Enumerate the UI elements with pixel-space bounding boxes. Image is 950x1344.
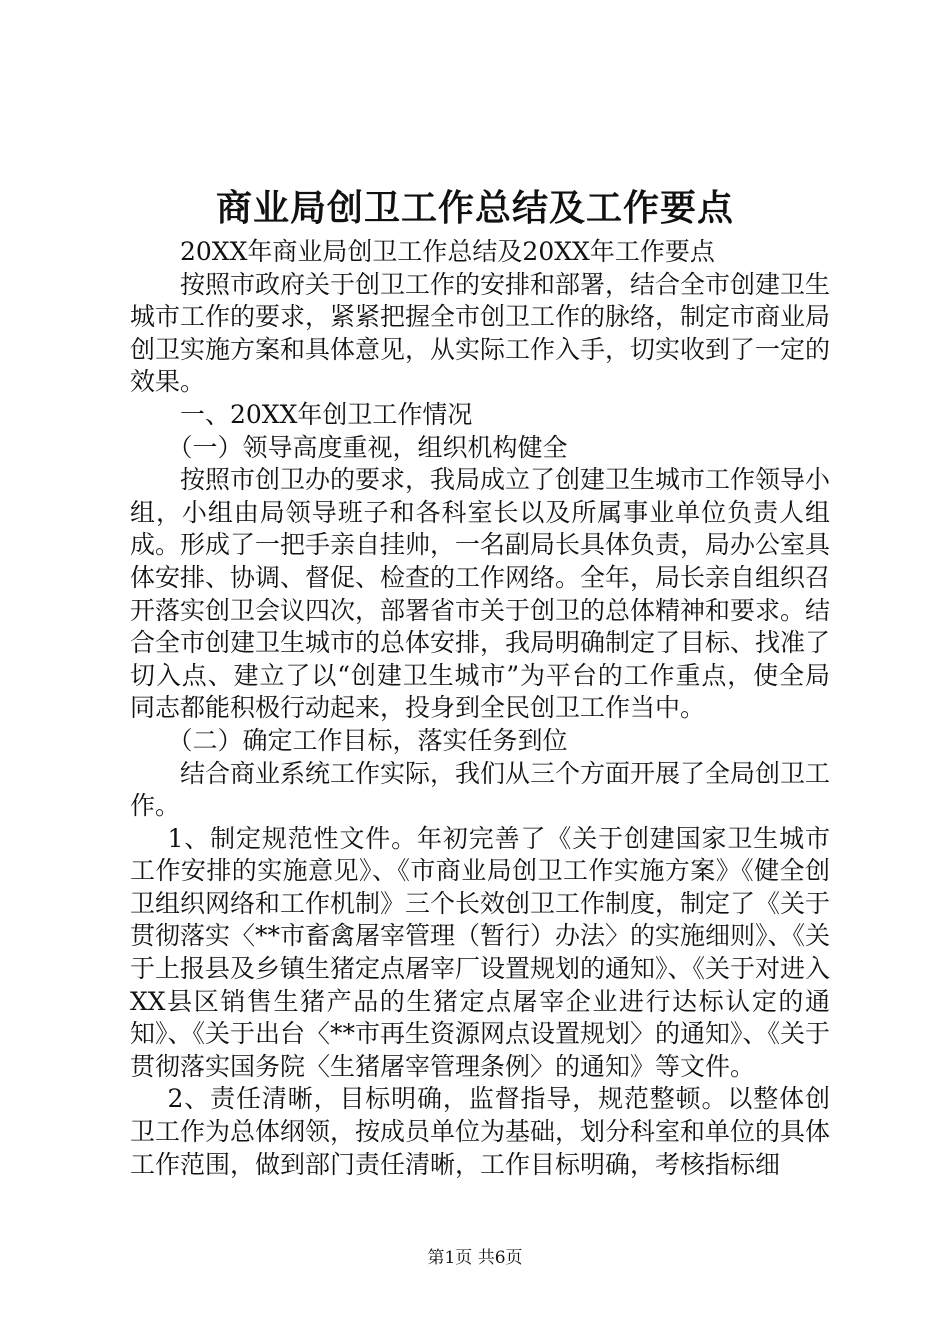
page-footer: 第1页 共6页 <box>427 1248 523 1268</box>
document-body <box>130 236 830 1181</box>
intro-paragraph: 按照市政府关于创卫工作的安排和部署，结合全市创建卫生城市工作的要求，紧紧把握全市创卫工作的脉络，制定市商业局创卫实施方案和具体意见，从实际工作入手，切实收到了一定的效果。 <box>130 269 831 397</box>
numbered-paragraph: 1、制定规范性文件。年初完善了《关于创建国家卫生城市工作安排的实施意见》、《市商业局创卫工作实施方案》《健全创卫组织网络和工作机制》三个长效创卫工作制度，制定了《关于贯彻落实〈**市畜禽屠宰管理（暂行）办法〉的实施细则》、《关于上报县及乡镇生猪定点屠宰厂设置规划的通知》、《关于对进入XX县区销售生猪产品的生猪定点屠宰企业进行达标认定的通知》、《关于出台〈**市再生资源网点设置规划〉的通知》、《关于贯彻落实国务院〈生猪屠宰管理条例〉的通知》等文件。 <box>130 823 831 1081</box>
body-paragraph: 按照市创卫办的要求，我局成立了创建卫生城市工作领导小组，小组由局领导班子和各科室长以及所属事业单位负责人组成。形成了一把手亲自挂帅，一名副局长具体负责，局办公室具体安排、协调、督促、检查的工作网络。全年，局长亲自组织召开落实创卫会议四次，部署省市关于创卫的总体精神和要求。结合全市创建卫生城市的总体安排，我局明确制定了目标、找准了切入点、建立了以“创建卫生城市”为平台的工作重点，使全局同志都能积极行动起来，投身到全民创卫工作当中。 <box>130 465 831 723</box>
numbered-paragraph: 2、责任清晰，目标明确，监督指导，规范整顿。以整体创卫工作为总体纲领，按成员单位为基础，划分科室和单位的具体工作范围，做到部门责任清晰，工作目标明确，考核指标细 <box>130 1084 831 1179</box>
subsection-heading: （一）领导高度重视，组织机构健全 <box>167 432 568 462</box>
subsection-heading: （二）确定工作目标，落实任务到位 <box>167 725 568 755</box>
section-heading: 一、20XX年创卫工作情况 <box>180 399 473 429</box>
body-paragraph: 结合商业系统工作实际，我们从三个方面开展了全局创卫工作。 <box>130 758 831 821</box>
document-title: 商业局创卫工作总结及工作要点 <box>215 187 734 229</box>
subtitle-paragraph: 20XX年商业局创卫工作总结及20XX年工作要点 <box>180 237 715 266</box>
